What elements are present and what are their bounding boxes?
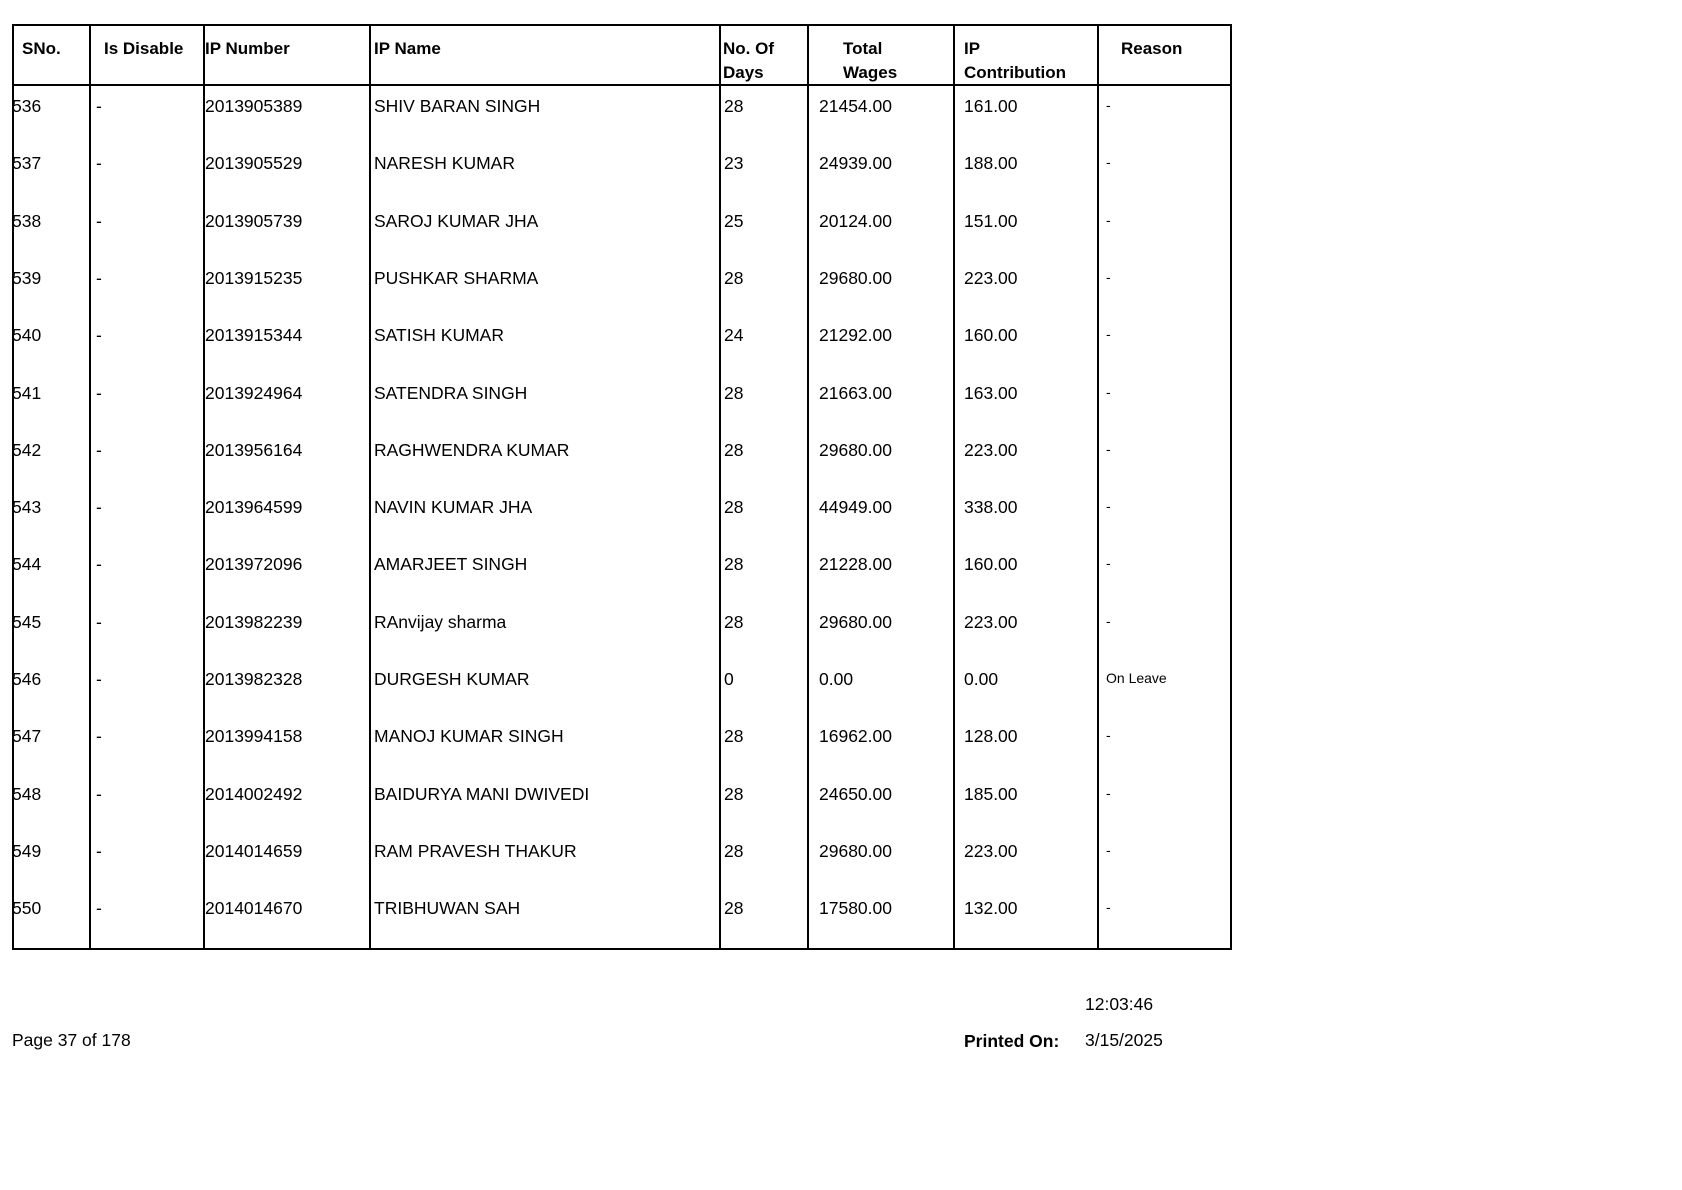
table-row bbox=[0, 438, 1240, 496]
cell-sno: 536 bbox=[12, 96, 42, 116]
cell-sno: 542 bbox=[12, 439, 42, 460]
cell-ip-name: SATENDRA SINGH bbox=[374, 382, 528, 403]
table-row bbox=[0, 151, 1240, 209]
cell-ip-name: MANOJ KUMAR SINGH bbox=[374, 726, 564, 747]
cell-is-disable: - bbox=[96, 382, 102, 403]
table-row bbox=[0, 323, 1240, 381]
table-row bbox=[0, 667, 1240, 725]
table-row bbox=[0, 266, 1240, 324]
cell-reason: - bbox=[1106, 326, 1111, 343]
cell-is-disable: - bbox=[96, 96, 102, 116]
cell-ip-contribution: 0.00 bbox=[964, 669, 999, 689]
cell-total-wages: 16962.00 bbox=[819, 726, 892, 747]
cell-ip-number: 2014014659 bbox=[205, 840, 303, 861]
cell-total-wages: 29680.00 bbox=[819, 840, 892, 861]
cell-total-wages: 21663.00 bbox=[819, 382, 892, 403]
table-row bbox=[0, 724, 1240, 782]
cell-ip-number: 2013924964 bbox=[205, 382, 303, 403]
table-row bbox=[0, 495, 1240, 553]
table-row bbox=[0, 896, 1240, 954]
cell-ip-contribution: 188.00 bbox=[964, 153, 1018, 174]
cell-ip-number: 2013964599 bbox=[205, 497, 303, 518]
cell-sno: 550 bbox=[12, 898, 42, 919]
cell-reason: - bbox=[1106, 154, 1111, 171]
cell-sno: 546 bbox=[12, 669, 42, 689]
cell-no-of-days: 28 bbox=[724, 783, 744, 804]
page-info: Page 37 of 178 bbox=[12, 1030, 131, 1050]
cell-no-of-days: 28 bbox=[724, 497, 744, 518]
cell-total-wages: 0.00 bbox=[819, 669, 854, 689]
cell-ip-contribution: 132.00 bbox=[964, 898, 1018, 919]
header-sno: SNo. bbox=[22, 39, 61, 58]
cell-sno: 537 bbox=[12, 153, 42, 174]
printed-time: 12:03:46 bbox=[1085, 994, 1154, 1014]
cell-is-disable: - bbox=[96, 210, 102, 231]
table-row bbox=[0, 839, 1240, 897]
cell-ip-name: SHIV BARAN SINGH bbox=[374, 96, 541, 116]
printed-on-label: Printed On: bbox=[964, 1031, 1060, 1051]
cell-ip-contribution: 160.00 bbox=[964, 554, 1018, 575]
cell-is-disable: - bbox=[96, 497, 102, 518]
cell-no-of-days: 28 bbox=[724, 96, 744, 116]
cell-ip-number: 2013915235 bbox=[205, 267, 303, 288]
header-ip-number: IP Number bbox=[205, 39, 290, 58]
cell-reason: - bbox=[1106, 555, 1111, 572]
cell-sno: 549 bbox=[12, 840, 42, 861]
cell-ip-number: 2013915344 bbox=[205, 325, 303, 346]
cell-ip-contribution: 128.00 bbox=[964, 726, 1018, 747]
cell-no-of-days: 28 bbox=[724, 439, 744, 460]
cell-sno: 540 bbox=[12, 325, 42, 346]
cell-is-disable: - bbox=[96, 267, 102, 288]
cell-reason: - bbox=[1106, 97, 1111, 113]
cell-ip-number: 2013982239 bbox=[205, 611, 303, 632]
cell-sno: 548 bbox=[12, 783, 42, 804]
cell-is-disable: - bbox=[96, 669, 102, 689]
cell-no-of-days: 28 bbox=[724, 840, 744, 861]
cell-reason: On Leave bbox=[1106, 670, 1167, 686]
cell-reason: - bbox=[1106, 784, 1111, 801]
table-row bbox=[0, 610, 1240, 668]
cell-total-wages: 29680.00 bbox=[819, 267, 892, 288]
header-ip-contribution-line1: IP bbox=[964, 39, 981, 58]
cell-reason: - bbox=[1106, 498, 1111, 515]
cell-no-of-days: 28 bbox=[724, 382, 744, 403]
table-row bbox=[0, 381, 1240, 439]
cell-ip-name: RAM PRAVESH THAKUR bbox=[374, 840, 577, 861]
table-row bbox=[0, 782, 1240, 840]
cell-reason: - bbox=[1106, 841, 1111, 858]
cell-ip-name: RAnvijay sharma bbox=[374, 611, 507, 632]
cell-no-of-days: 23 bbox=[724, 153, 744, 174]
header-total-wages-line1: Total bbox=[843, 39, 883, 58]
cell-sno: 543 bbox=[12, 497, 42, 518]
cell-total-wages: 44949.00 bbox=[819, 497, 892, 518]
cell-ip-name: BAIDURYA MANI DWIVEDI bbox=[374, 783, 590, 804]
header-total-wages-line2: Wages bbox=[843, 63, 898, 82]
cell-total-wages: 24650.00 bbox=[819, 783, 892, 804]
cell-ip-contribution: 160.00 bbox=[964, 325, 1018, 346]
cell-reason: - bbox=[1106, 383, 1111, 400]
cell-ip-name: RAGHWENDRA KUMAR bbox=[374, 439, 570, 460]
cell-ip-name: NAVIN KUMAR JHA bbox=[374, 497, 533, 518]
table-row bbox=[0, 94, 1240, 152]
cell-is-disable: - bbox=[96, 783, 102, 804]
cell-ip-contribution: 223.00 bbox=[964, 439, 1018, 460]
header-no-of-days bbox=[723, 37, 774, 85]
cell-ip-number: 2014002492 bbox=[205, 783, 303, 804]
cell-ip-contribution: 223.00 bbox=[964, 267, 1018, 288]
cell-ip-number: 2013905529 bbox=[205, 153, 303, 174]
cell-is-disable: - bbox=[96, 439, 102, 460]
table-row bbox=[0, 552, 1240, 610]
cell-reason: - bbox=[1106, 440, 1111, 457]
cell-sno: 547 bbox=[12, 726, 42, 747]
cell-no-of-days: 28 bbox=[724, 726, 744, 747]
cell-reason: - bbox=[1106, 268, 1111, 285]
cell-reason: - bbox=[1106, 899, 1111, 916]
header-is-disable: Is Disable bbox=[104, 39, 184, 58]
cell-no-of-days: 28 bbox=[724, 611, 744, 632]
cell-ip-contribution: 163.00 bbox=[964, 382, 1018, 403]
cell-total-wages: 21228.00 bbox=[819, 554, 892, 575]
cell-is-disable: - bbox=[96, 840, 102, 861]
cell-ip-number: 2014014670 bbox=[205, 898, 303, 919]
cell-no-of-days: 28 bbox=[724, 267, 744, 288]
cell-total-wages: 29680.00 bbox=[819, 439, 892, 460]
header-total-wages bbox=[843, 37, 897, 85]
cell-ip-name: AMARJEET SINGH bbox=[374, 554, 528, 575]
cell-ip-number: 2013982328 bbox=[205, 669, 303, 689]
cell-ip-name: DURGESH KUMAR bbox=[374, 669, 530, 689]
cell-sno: 545 bbox=[12, 611, 42, 632]
cell-total-wages: 29680.00 bbox=[819, 611, 892, 632]
header-no-of-days-line2: Days bbox=[723, 63, 764, 82]
cell-is-disable: - bbox=[96, 554, 102, 575]
cell-is-disable: - bbox=[96, 325, 102, 346]
cell-reason: - bbox=[1106, 727, 1111, 744]
cell-ip-name: NARESH KUMAR bbox=[374, 153, 515, 174]
cell-reason: - bbox=[1106, 211, 1111, 228]
cell-no-of-days: 24 bbox=[724, 325, 744, 346]
cell-is-disable: - bbox=[96, 611, 102, 632]
cell-ip-contribution: 161.00 bbox=[964, 96, 1018, 116]
cell-total-wages: 20124.00 bbox=[819, 210, 892, 231]
cell-total-wages: 21292.00 bbox=[819, 325, 892, 346]
cell-ip-number: 2013972096 bbox=[205, 554, 303, 575]
cell-sno: 541 bbox=[12, 382, 42, 403]
cell-ip-contribution: 223.00 bbox=[964, 611, 1018, 632]
cell-total-wages: 24939.00 bbox=[819, 153, 892, 174]
cell-sno: 538 bbox=[12, 210, 42, 231]
header-reason: Reason bbox=[1121, 39, 1183, 58]
cell-ip-number: 2013956164 bbox=[205, 439, 303, 460]
cell-ip-name: SAROJ KUMAR JHA bbox=[374, 210, 539, 231]
cell-total-wages: 17580.00 bbox=[819, 898, 892, 919]
cell-ip-contribution: 338.00 bbox=[964, 497, 1018, 518]
header-ip-contribution bbox=[964, 37, 1066, 85]
cell-ip-number: 2013994158 bbox=[205, 726, 303, 747]
cell-ip-contribution: 151.00 bbox=[964, 210, 1018, 231]
cell-no-of-days: 0 bbox=[724, 669, 734, 689]
cell-ip-number: 2013905739 bbox=[205, 210, 303, 231]
cell-total-wages: 21454.00 bbox=[819, 96, 892, 116]
cell-is-disable: - bbox=[96, 898, 102, 919]
cell-no-of-days: 25 bbox=[724, 210, 744, 231]
cell-sno: 544 bbox=[12, 554, 42, 575]
cell-ip-contribution: 185.00 bbox=[964, 783, 1018, 804]
cell-ip-name: TRIBHUWAN SAH bbox=[374, 898, 521, 919]
header-ip-contribution-line2: Contribution bbox=[964, 63, 1066, 82]
cell-ip-number: 2013905389 bbox=[205, 96, 303, 116]
cell-ip-contribution: 223.00 bbox=[964, 840, 1018, 861]
cell-reason: - bbox=[1106, 612, 1111, 629]
cell-no-of-days: 28 bbox=[724, 898, 744, 919]
cell-is-disable: - bbox=[96, 726, 102, 747]
cell-no-of-days: 28 bbox=[724, 554, 744, 575]
table-row bbox=[0, 209, 1240, 267]
cell-ip-name: PUSHKAR SHARMA bbox=[374, 267, 539, 288]
header-ip-name: IP Name bbox=[374, 39, 441, 58]
printed-date: 3/15/2025 bbox=[1085, 1030, 1163, 1050]
cell-ip-name: SATISH KUMAR bbox=[374, 325, 504, 346]
cell-sno: 539 bbox=[12, 267, 42, 288]
cell-is-disable: - bbox=[96, 153, 102, 174]
header-no-of-days-line1: No. Of bbox=[723, 39, 774, 58]
